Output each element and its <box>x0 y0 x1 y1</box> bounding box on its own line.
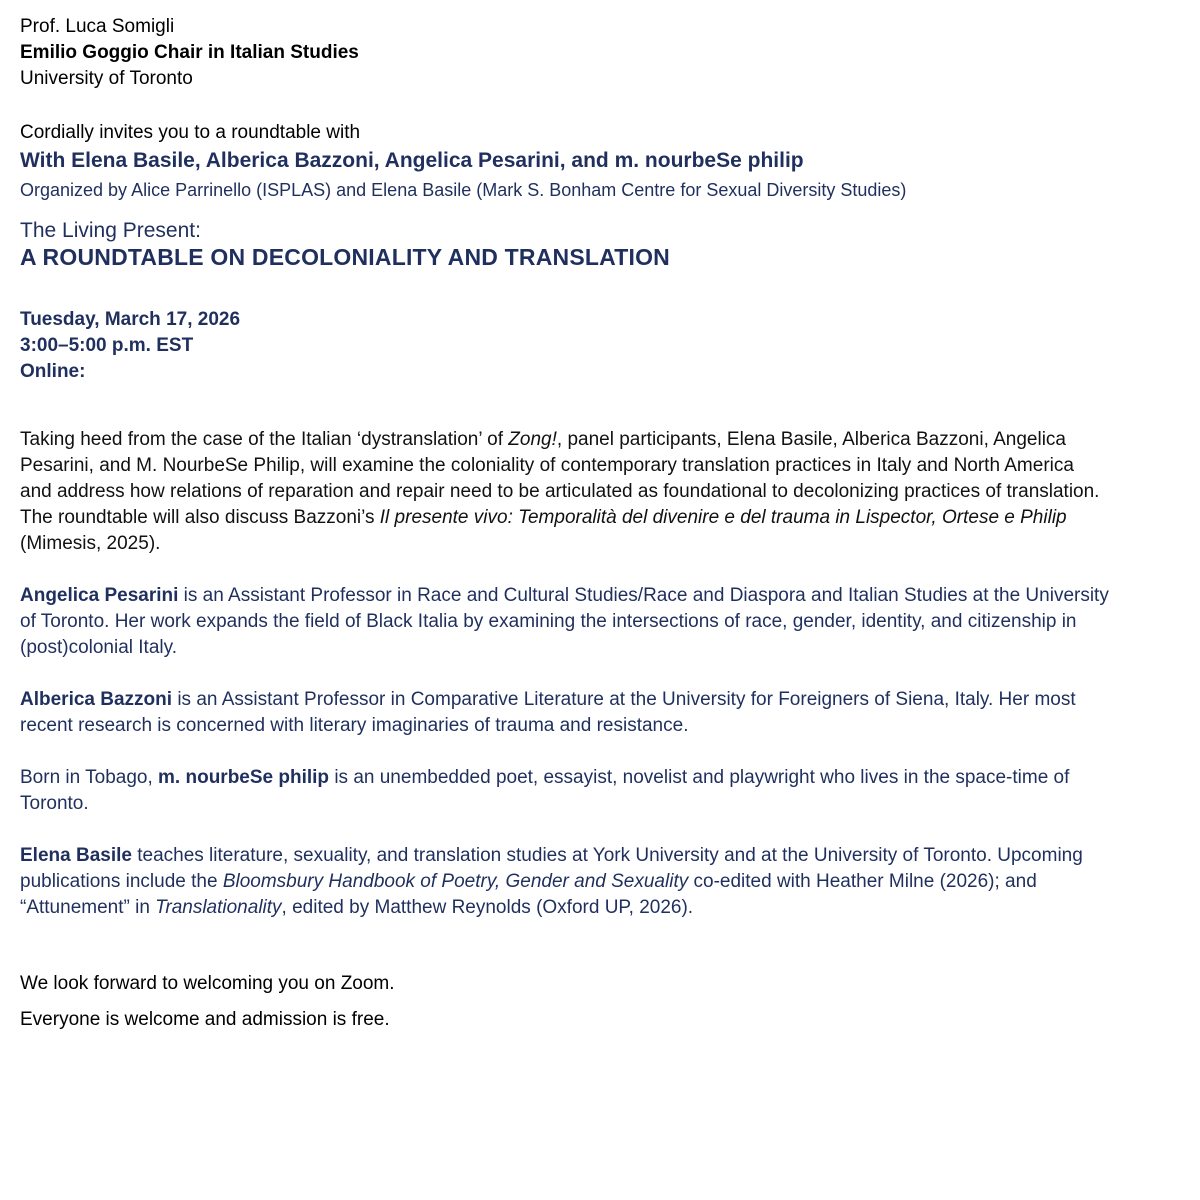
bio-bazzoni-text: is an Assistant Professor in Comparative Literature at the University for Foreigners of Siena, Italy. Her most recent research is concerned with literary imaginaries of trauma and resistance. <box>20 689 1076 736</box>
bio-basile-text-2: co-edited with Heather Milne (2026); and “Attunement” in <box>20 871 1037 918</box>
event-title <box>20 218 1110 271</box>
bio-philip-name: m. nourbeSe philip <box>158 767 330 788</box>
bio-basile <box>20 843 1110 921</box>
host-chair: Emilio Goggio Chair in Italian Studies <box>20 42 359 63</box>
intro-book-title: Il presente vivo: Temporalità del divenire e del trauma in Lispector, Ortese e Philip <box>379 507 1067 528</box>
host-name: Prof. Luca Somigli <box>20 16 175 37</box>
bio-philip <box>20 765 1110 817</box>
bio-pesarini <box>20 583 1110 661</box>
organizers-line: Organized by Alice Parrinello (ISPLAS) and Elena Basile (Mark S. Bonham Centre for Sexual Diversity Studies) <box>20 180 907 200</box>
bio-bazzoni-name: Alberica Bazzoni <box>20 689 173 710</box>
intro-text-3: (Mimesis, 2025). <box>20 533 161 554</box>
speakers-line: With Elena Basile, Alberica Bazzoni, Angelica Pesarini, and m. nourbeSe philip <box>20 149 804 172</box>
event-title-line1: The Living Present: <box>20 219 201 242</box>
intro-paragraph <box>20 427 1110 557</box>
bio-philip-text: is an unembedded poet, essayist, novelist and playwright who lives in the space-time of Toronto. <box>20 767 1070 814</box>
bio-basile-book-2: Translationality <box>155 897 282 918</box>
bio-basile-book-1: Bloomsbury Handbook of Poetry, Gender and Sexuality <box>222 871 689 892</box>
event-time: 3:00–5:00 p.m. EST <box>20 335 194 356</box>
bio-basile-text-3: , edited by Matthew Reynolds (Oxford UP, 2026). <box>281 897 694 918</box>
invite-block <box>20 120 1110 204</box>
event-location: Online: <box>20 361 86 382</box>
bio-philip-pre: Born in Tobago, <box>20 767 159 788</box>
bio-bazzoni <box>20 687 1110 739</box>
bio-basile-name: Elena Basile <box>20 845 132 866</box>
intro-zong-title: Zong! <box>508 429 557 450</box>
closing-block <box>20 971 1110 1033</box>
intro-text-1: Taking heed from the case of the Italian ‘dystranslation’ of <box>20 429 509 450</box>
closing-line-1: We look forward to welcoming you on Zoom. <box>20 973 395 994</box>
intro-text-2: , panel participants, Elena Basile, Alberica Bazzoni, Angelica Pesarini, and M. NourbeSe Philip, will examine the coloniality of contemporary translation practices in Italy and North America and address how relations of reparation and repair need to be articulated as foundational to decolonizing practices of translation. The roundtable will also discuss Bazzoni’s <box>20 429 1100 528</box>
invitation-document <box>20 14 1110 1043</box>
closing-line-2: Everyone is welcome and admission is free. <box>20 1009 390 1030</box>
bio-pesarini-name: Angelica Pesarini <box>20 585 179 606</box>
host-university: University of Toronto <box>20 68 193 89</box>
event-date: Tuesday, March 17, 2026 <box>20 309 241 330</box>
bio-basile-text-1: teaches literature, sexuality, and translation studies at York University and at the University of Toronto. Upcoming publications include the <box>20 845 1083 892</box>
bio-pesarini-text: is an Assistant Professor in Race and Cultural Studies/Race and Diaspora and Italian Studies at the University of Toronto. Her work expands the field of Black Italia by examining the intersections of race, gender, identity, and citizenship in (post)colonial Italy. <box>20 585 1109 658</box>
event-details <box>20 307 1110 385</box>
header-block <box>20 14 1110 92</box>
invite-text: Cordially invites you to a roundtable with <box>20 122 361 143</box>
event-title-line2: A ROUNDTABLE ON DECOLONIALITY AND TRANSLATION <box>20 244 670 270</box>
